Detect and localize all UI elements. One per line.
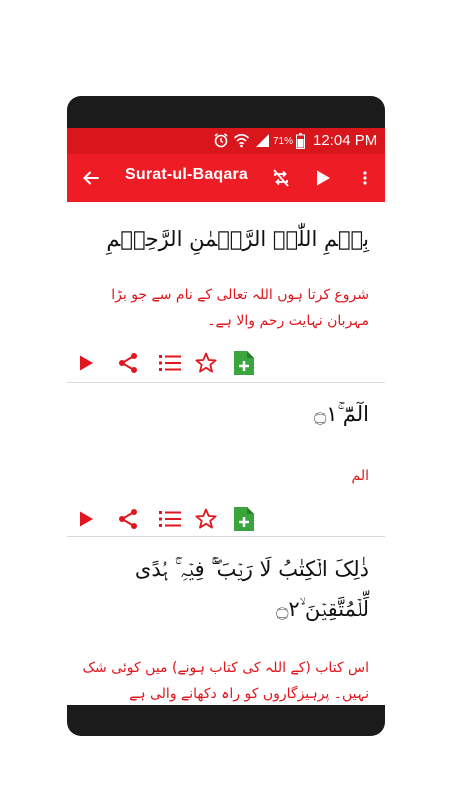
share-button[interactable]	[115, 349, 141, 377]
play-verse-button[interactable]	[73, 505, 99, 533]
play-verse-button[interactable]	[73, 349, 99, 377]
note-add-icon	[233, 506, 255, 532]
verse-translation: اس کتاب (کے اللہ کی کتاب ہونے) میں کوئی شک نہیں۔ پرہیزگاروں کو راہ دکھانے والی ہے	[82, 660, 369, 702]
play-icon	[77, 510, 95, 528]
bookmark-button[interactable]	[193, 349, 219, 377]
add-note-button[interactable]	[231, 505, 257, 533]
verse-arabic: الٓمّٓ ۚ۝۱	[313, 402, 369, 426]
repeat-off-icon	[271, 168, 291, 188]
verse-arabic: بِسۡمِ اللّٰہِ الرَّحۡمٰنِ الرَّحِیۡمِ	[106, 227, 369, 251]
app-toolbar	[67, 154, 385, 202]
verse-translation: شروع کرتا ہوں اللہ تعالی کے نام سے جو بڑا مہربان نہایت رحم والا ہے۔	[111, 287, 369, 329]
arrow-back-icon	[82, 169, 100, 187]
play-all-button[interactable]	[311, 166, 335, 190]
verse-item	[67, 383, 385, 537]
add-note-button[interactable]	[231, 349, 257, 377]
star-outline-icon	[195, 508, 217, 530]
bookmark-button[interactable]	[193, 505, 219, 533]
back-button[interactable]	[79, 166, 103, 190]
app-screen	[67, 128, 385, 705]
play-icon	[314, 169, 332, 187]
list-icon	[159, 509, 181, 529]
verse-arabic: ذٰلِکَ الۡکِتٰبُ لَا رَیۡبَ ۚۖۛ فِیۡہِ ۚۛ ہُدًی لِّلۡمُتَّقِیۡنَ ۙ۝۲	[134, 557, 369, 621]
tafsir-list-button[interactable]	[157, 349, 183, 377]
page-title: Surat-ul-Baqara	[125, 166, 249, 183]
verse-item	[67, 202, 385, 383]
verse-actions	[67, 349, 385, 379]
share-button[interactable]	[115, 505, 141, 533]
verse-list[interactable]	[67, 202, 385, 705]
wifi-icon	[233, 132, 250, 153]
share-icon	[117, 352, 139, 374]
verse-item	[67, 537, 385, 705]
note-add-icon	[233, 350, 255, 376]
status-bar	[67, 128, 385, 154]
verse-actions	[67, 505, 385, 535]
list-icon	[159, 353, 181, 373]
tafsir-list-button[interactable]	[157, 505, 183, 533]
clock: 12:04 PM	[313, 132, 378, 149]
repeat-off-button[interactable]	[269, 166, 293, 190]
overflow-menu-button[interactable]	[357, 166, 373, 190]
star-outline-icon	[195, 352, 217, 374]
share-icon	[117, 508, 139, 530]
battery-percent: 71%	[273, 136, 294, 147]
play-icon	[77, 354, 95, 372]
battery-icon	[296, 133, 305, 154]
signal-icon	[255, 133, 270, 153]
verse-translation: الم	[351, 468, 369, 484]
alarm-icon	[213, 132, 229, 153]
more-vert-icon	[362, 170, 368, 186]
